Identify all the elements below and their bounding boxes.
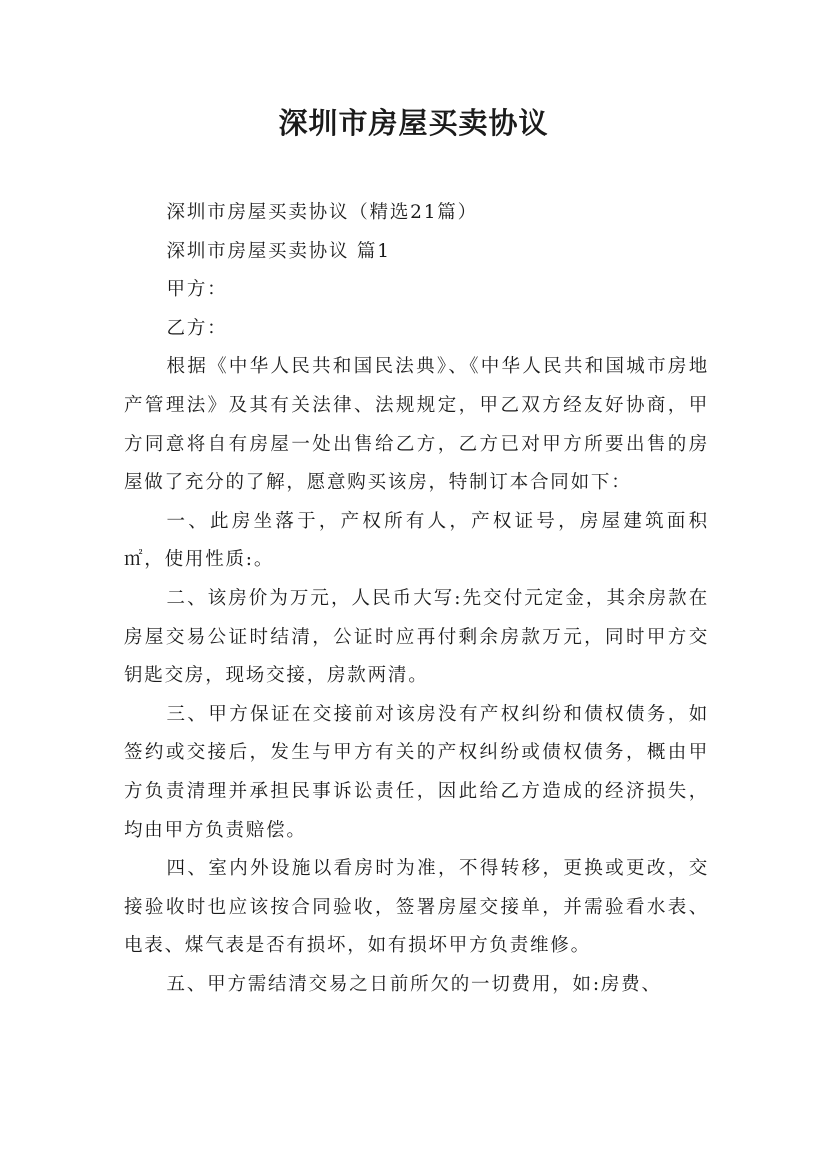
document-body [124, 194, 709, 1004]
paragraph-clause-5: 五、甲方需结清交易之日前所欠的一切费用，如:房费、 [166, 973, 662, 995]
paragraph-clause-4: 四、室内外设施以看房时为准，不得转移，更换或更改，交接验收时也应该按合同验收，签署房屋交接单，并需验看水表、电表、煤气表是否有损坏，如有损坏甲方负责维修。 [124, 858, 709, 957]
paragraph-clause-1: 一、此房坐落于，产权所有人，产权证号，房屋建筑面积㎡，使用性质:。 [124, 510, 709, 571]
paragraph-party-a: 甲方： [166, 279, 228, 301]
paragraph-clause-2: 二、该房价为万元，人民币大写:先交付元定金，其余房款在房屋交易公证时结清，公证时应再付剩余房款万元，同时甲方交钥匙交房，现场交接，房款两清。 [124, 587, 709, 687]
paragraph-section-heading: 深圳市房屋买卖协议 篇1 [166, 240, 391, 262]
paragraph-subtitle: 深圳市房屋买卖协议（精选21篇） [166, 202, 478, 223]
document-title: 深圳市房屋买卖协议 [278, 106, 549, 140]
paragraph-preamble: 根据《中华人民共和国民法典》、《中华人民共和国城市房地产管理法》及其有关法律、法规规定，甲乙双方经友好协商，甲方同意将自有房屋一处出售给乙方，乙方已对甲方所要出售的房屋做了充分的了解，愿意购买该房，特制订本合同如下： [124, 356, 709, 494]
paragraph-party-b: 乙方： [166, 317, 228, 339]
paragraph-clause-3: 三、甲方保证在交接前对该房没有产权纠纷和债权债务，如签约或交接后，发生与甲方有关的产权纠纷或债权债务，概由甲方负责清理并承担民事诉讼责任，因此给乙方造成的经济损失，均由甲方负责赔偿。 [124, 703, 709, 841]
